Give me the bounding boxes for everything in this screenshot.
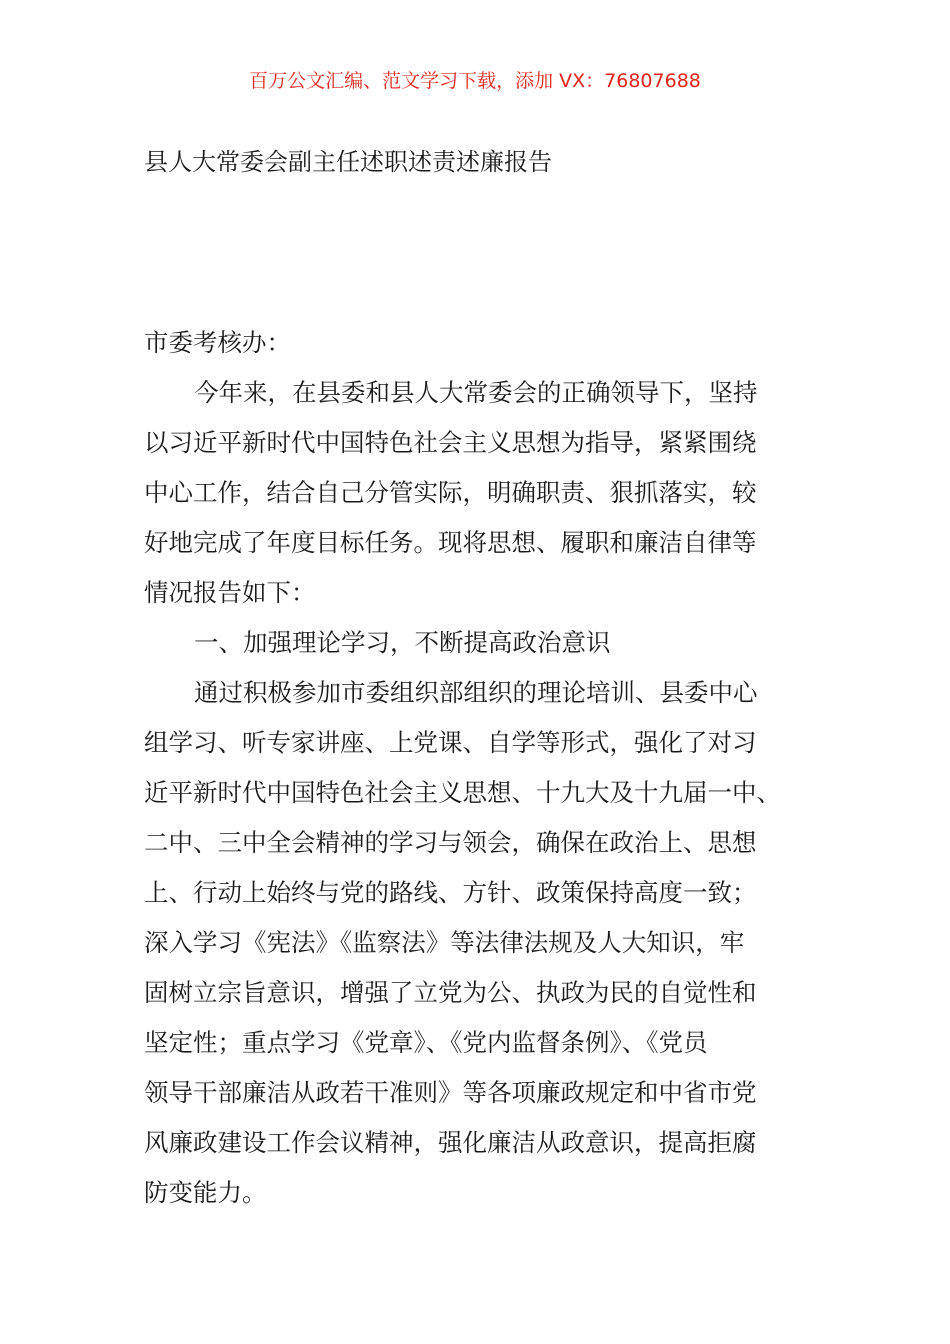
paragraph-line: 今年来，在县委和县人大常委会的正确领导下，坚持 xyxy=(194,378,758,407)
section-heading: 一、加强理论学习，不断提高政治意识 xyxy=(194,628,611,657)
document-title: 县人大常委会副主任述职述责述廉报告 xyxy=(144,148,552,176)
paragraph-line: 中心工作，结合自己分管实际，明确职责、狠抓落实，较 xyxy=(144,478,757,507)
paragraph-line: 上、行动上始终与党的路线、方针、政策保持高度一致； xyxy=(144,878,757,907)
paragraph-line: 通过积极参加市委组织部组织的理论培训、县委中心 xyxy=(194,678,758,707)
paragraph-line: 固树立宗旨意识，增强了立党为公、执政为民的自觉性和 xyxy=(144,978,757,1007)
paragraph-line: 组学习、听专家讲座、上党课、自学等形式，强化了对习 xyxy=(144,728,757,757)
document-body xyxy=(144,318,810,1218)
paragraph-line: 坚定性；重点学习《党章》、《党内监督条例》、《党员 xyxy=(144,1028,708,1057)
paragraph-line: 深入学习《宪法》《监察法》等法律法规及人大知识，牢 xyxy=(144,928,745,957)
paragraph-line: 二中、三中全会精神的学习与领会，确保在政治上、思想 xyxy=(144,828,757,857)
paragraph-line: 风廉政建设工作会议精神，强化廉洁从政意识，提高拒腐 xyxy=(144,1128,757,1157)
paragraph-line: 领导干部廉洁从政若干准则》等各项廉政规定和中省市党 xyxy=(144,1078,757,1107)
paragraph-line: 近平新时代中国特色社会主义思想、十九大及十九届一中、 xyxy=(144,778,781,807)
watermark-banner: 百万公文汇编、范文学习下载，添加 VX：76807688 xyxy=(249,70,701,92)
paragraph-line: 情况报告如下： xyxy=(144,578,316,607)
paragraph-line: 以习近平新时代中国特色社会主义思想为指导，紧紧围绕 xyxy=(144,428,757,457)
salutation: 市委考核办： xyxy=(144,328,291,357)
paragraph-line: 好地完成了年度目标任务。现将思想、履职和廉洁自律等 xyxy=(144,528,757,557)
paragraph-line: 防变能力。 xyxy=(144,1178,267,1207)
